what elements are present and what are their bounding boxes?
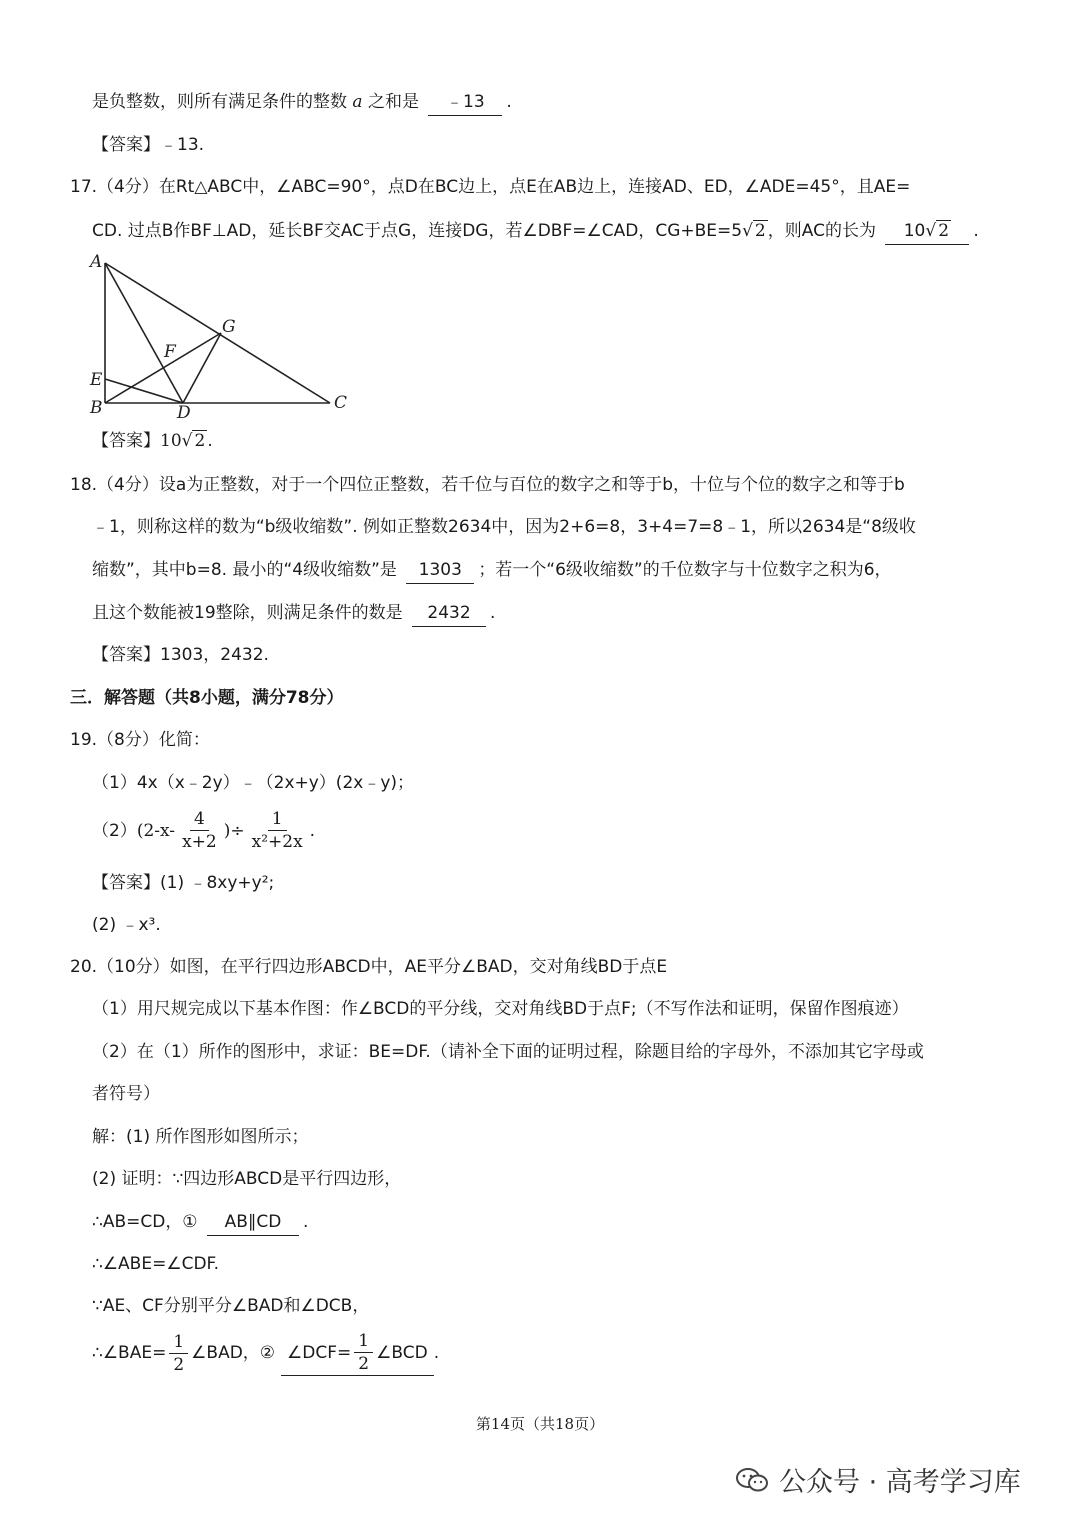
q16-answer: 【答案】﹣13. (92, 135, 205, 155)
q17-triangle-figure (85, 248, 355, 423)
q18-blank1: 1303 (406, 557, 474, 584)
fraction-1-over-x2-plus-2x: $\frac{1}{\text{x²+2x}}$ (251, 809, 303, 852)
segment-dg (183, 333, 221, 403)
var-a: a (352, 92, 363, 112)
q20-solution3: ∴AB=CD，① AB∥CD . (92, 1209, 308, 1236)
label-b: B (90, 398, 103, 418)
q20-solution1: 解：(1) 所作图形如图所示； (92, 1127, 309, 1147)
q20-solution6: ∴∠BAE= $\frac{1}{2}$ ∠BAD，② ∠DCF= $\frac{1}{2}$ ∠BCD . (92, 1331, 440, 1375)
section-heading: 三．解答题（共8小题，满分78分） (70, 688, 344, 708)
sqrt-2: √ 2 (742, 221, 766, 241)
q20-part2a: （2）在（1）所作的图形中，求证：BE=DF.（请补全下面的证明过程，除题目给的字母外，不添加其它字母或 (92, 1042, 924, 1062)
wechat-icon (735, 1467, 769, 1493)
q19-title: 19.（8分）化简： (70, 730, 210, 750)
q20-blank2: ∠DCF= $\frac{1}{2}$ ∠BCD (281, 1330, 434, 1376)
q20-part2b: 者符号） (92, 1084, 160, 1104)
q17-line2: CD. 过点B作BF⊥AD，延长BF交AC于点G，连接DG，若∠DBF=∠CAD，CG+BE=5√ 2 ，则AC的长为 10√ 2 . (92, 218, 979, 245)
q18-line1: 18.（4分）设a为正整数，对于一个四位正整数，若千位与百位的数字之和等于b，十位与个位的数字之和等于b (70, 475, 905, 495)
q18-line3: 缩数”，其中b=8. 最小的“4级收缩数”是 1303 ；若一个“6级收缩数”的千位数字与十位数字之积为6， (92, 557, 892, 584)
label-g: G (222, 317, 236, 337)
q19-part2: （2） (2-x- $\frac{4}{x+2}$ )÷ $\frac{1}{\text{x²+2x}}$ . (92, 809, 316, 852)
label-e: E (90, 370, 103, 390)
q17-blank: 10√ 2 (885, 218, 969, 245)
q20-solution4: ∴∠ABE=∠CDF. (92, 1254, 219, 1274)
q17-line1: 17.（4分）在Rt△ABC中，∠ABC=90°，点D在BC边上，点E在AB边上，连接AD、ED，∠ADE=45°，且AE= (70, 177, 911, 197)
q17-answer: 【答案】10√ 2 . (92, 431, 213, 451)
q20-part1: （1）用尺规完成以下基本作图：作∠BCD的平分线，交对角线BD于点F;（不写作法和证明，保留作图痕迹） (92, 999, 909, 1019)
label-f: F (164, 342, 176, 362)
q16-blank: ﹣13 (428, 89, 502, 116)
label-a: A (90, 252, 103, 272)
fraction-4-over-x-plus-2: $\frac{4}{x+2}$ (182, 809, 217, 852)
label-d: D (177, 403, 191, 423)
segment-bg (105, 333, 221, 403)
q20-blank1: AB∥CD (207, 1209, 299, 1236)
q18-line4: 且这个数能被19整除，则满足条件的数是 2432 . (92, 600, 495, 627)
watermark: 公众号 · 高考学习库 (735, 1460, 1021, 1499)
q18-answer: 【答案】1303，2432. (92, 645, 269, 665)
q18-blank2: 2432 (412, 600, 486, 627)
q20-solution5: ∵AE、CF分别平分∠BAD和∠DCB， (92, 1296, 370, 1316)
q19-answer1: 【答案】(1) ﹣8xy+y²; (92, 873, 275, 893)
page-footer: 第14页（共18页） (475, 1415, 605, 1433)
label-c: C (334, 393, 348, 413)
q20-title: 20.（10分）如图，在平行四边形ABCD中，AE平分∠BAD，交对角线BD于点E (70, 957, 668, 977)
q19-answer2: (2) ﹣x³. (92, 915, 161, 935)
q18-line2: ﹣1，则称这样的数为“b级收缩数”. 例如正整数2634中，因为2+6=8，3+4=7=8﹣1，所以2634是“8级收 (92, 517, 916, 537)
q19-part1: （1）4x（x﹣2y）﹣（2x+y）(2x﹣y)； (92, 773, 415, 793)
q16-line: 是负整数，则所有满足条件的整数 a 之和是 ﹣13 . (92, 89, 512, 116)
fraction-half: $\frac{1}{2}$ (169, 1331, 188, 1376)
q20-solution2: (2) 证明：∵四边形ABCD是平行四边形， (92, 1169, 402, 1189)
